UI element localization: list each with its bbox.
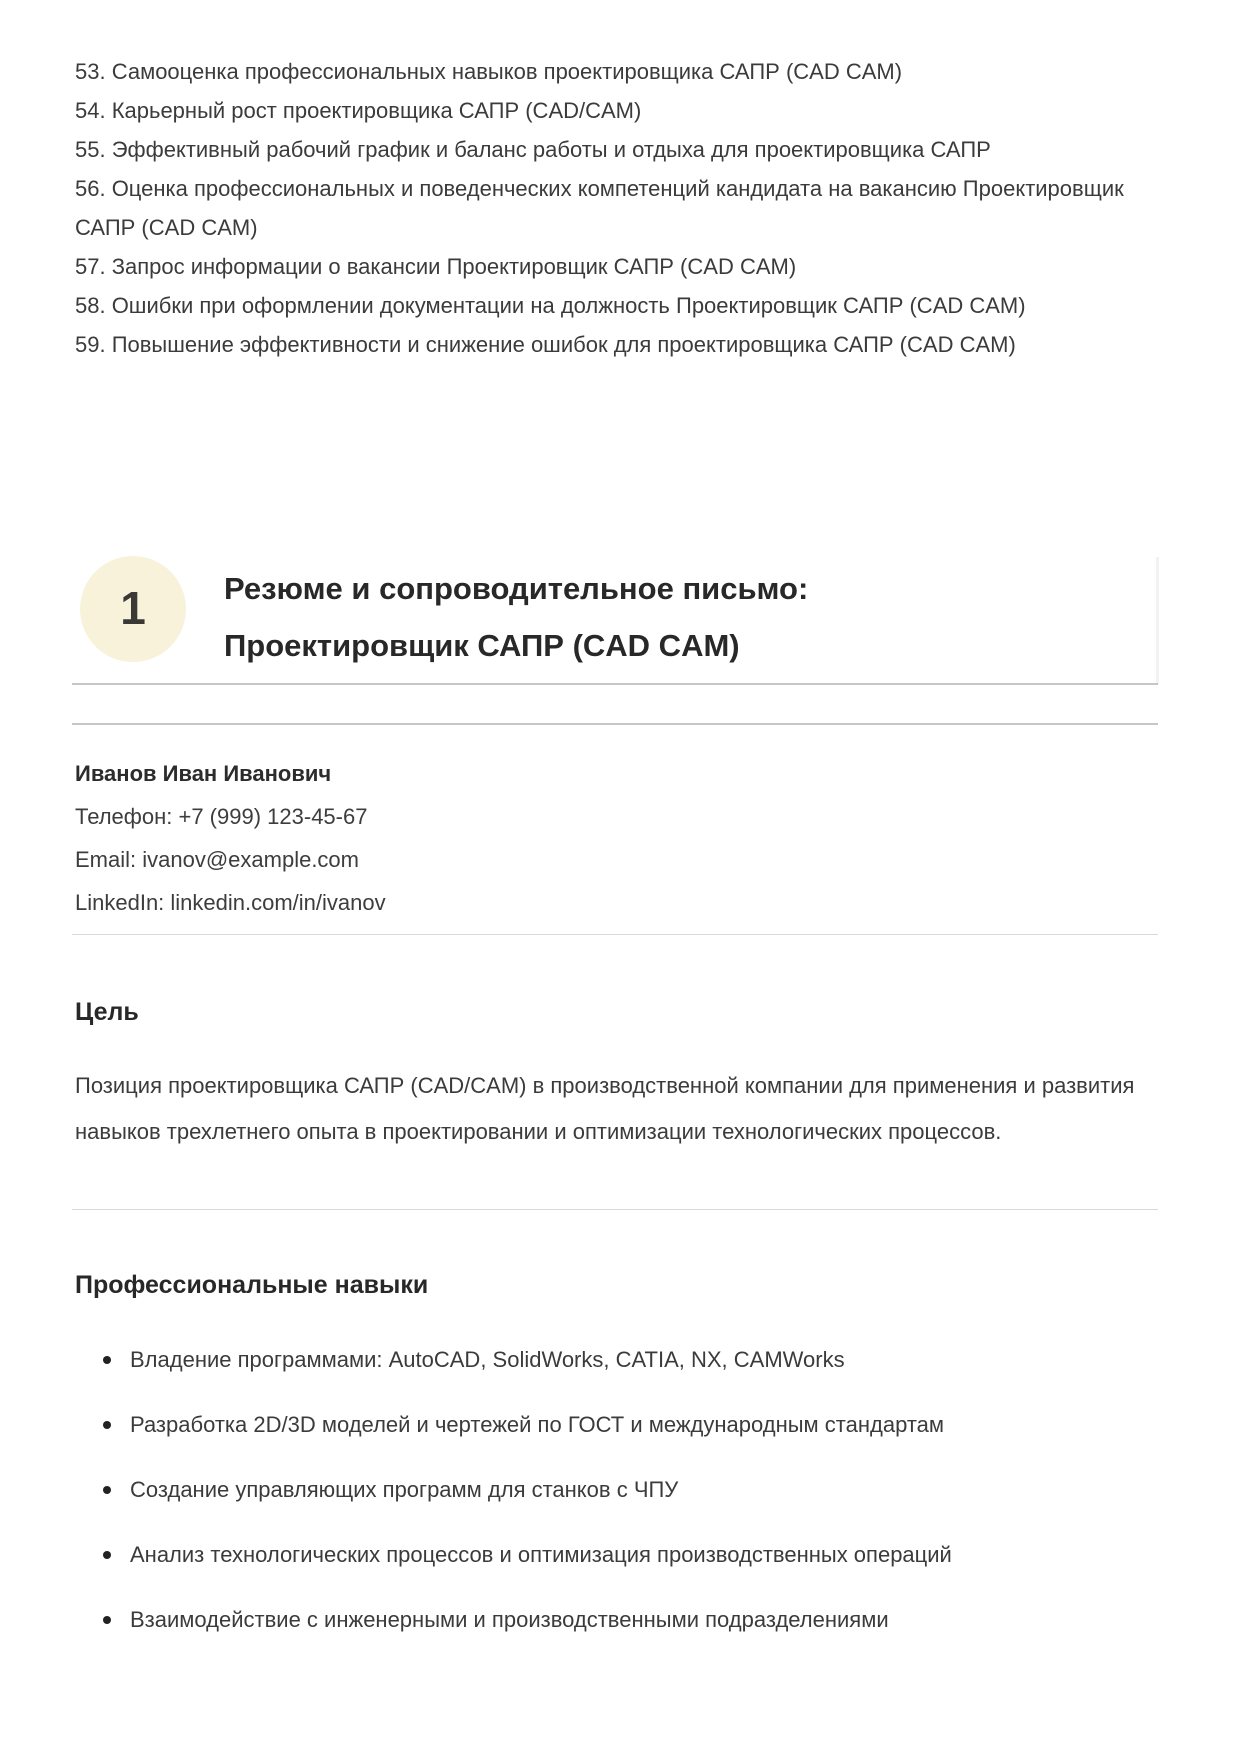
bullet-icon: [103, 1616, 111, 1624]
topic-list-item-56: 56. Оценка профессиональных и поведенческих компетенций кандидата на вакансию Проектировщик САПР (CAD CAM): [75, 176, 1124, 240]
section-title-line1: Резюме и сопроводительное письмо:: [224, 571, 809, 606]
topic-list-item-57: 57. Запрос информации о вакансии Проектировщик САПР (CAD CAM): [75, 254, 797, 279]
section-title-line2: Проектировщик САПР (CAD CAM): [224, 628, 740, 663]
divider: [72, 934, 1158, 935]
bullet-icon: [103, 1551, 111, 1559]
contact-email: Email: ivanov@example.com: [75, 847, 359, 872]
topic-list-item-58: 58. Ошибки при оформлении документации на должность Проектировщик САПР (CAD CAM): [75, 293, 1026, 318]
skills-list-item: [75, 1410, 1170, 1440]
skills-list-item: [75, 1345, 1170, 1375]
header-card-right-edge: [1156, 557, 1159, 684]
contact-name: Иванов Иван Иванович: [75, 761, 332, 786]
topic-list: [75, 52, 1170, 364]
objective-heading: Цель: [75, 998, 139, 1026]
objective-text: Позиция проектировщика САПР (CAD/CAM) в производственной компании для применения и развития навыков трехлетнего опыта в проектировании и оптимизации технологических процессов.: [75, 1073, 1135, 1144]
divider: [72, 723, 1158, 725]
skills-item-text: Разработка 2D/3D моделей и чертежей по ГОСТ и международным стандартам: [130, 1412, 945, 1437]
topic-list-item-53: 53. Самооценка профессиональных навыков проектировщика САПР (CAD CAM): [75, 59, 903, 84]
skills-list: [75, 1345, 1170, 1670]
skills-item-text: Создание управляющих программ для станков с ЧПУ: [130, 1477, 679, 1502]
bullet-icon: [103, 1421, 111, 1429]
topic-list-item-59: 59. Повышение эффективности и снижение ошибок для проектировщика САПР (CAD CAM): [75, 332, 1016, 357]
topic-list-item-55: 55. Эффективный рабочий график и баланс работы и отдыха для проектировщика САПР: [75, 137, 991, 162]
section-title: [224, 560, 1124, 674]
skills-item-text: Владение программами: AutoCAD, SolidWorks, CATIA, NX, CAMWorks: [130, 1347, 845, 1372]
skills-list-item: [75, 1475, 1170, 1505]
topic-list-item-54: 54. Карьерный рост проектировщика САПР (CAD/CAM): [75, 98, 642, 123]
section-number-badge: [80, 556, 186, 662]
bullet-icon: [103, 1486, 111, 1494]
skills-list-item: [75, 1540, 1170, 1570]
section-number: 1: [120, 582, 146, 634]
skills-list-item: [75, 1605, 1170, 1635]
skills-item-text: Взаимодействие с инженерными и производственными подразделениями: [130, 1607, 889, 1632]
bullet-icon: [103, 1356, 111, 1364]
contact-linkedin: LinkedIn: linkedin.com/in/ivanov: [75, 890, 386, 915]
skills-item-text: Анализ технологических процессов и оптимизация производственных операций: [130, 1542, 952, 1567]
contact-block: [75, 752, 1075, 924]
divider: [72, 683, 1158, 685]
skills-heading: Профессиональные навыки: [75, 1271, 429, 1299]
divider: [72, 1209, 1158, 1210]
contact-phone: Телефон: +7 (999) 123-45-67: [75, 804, 368, 829]
